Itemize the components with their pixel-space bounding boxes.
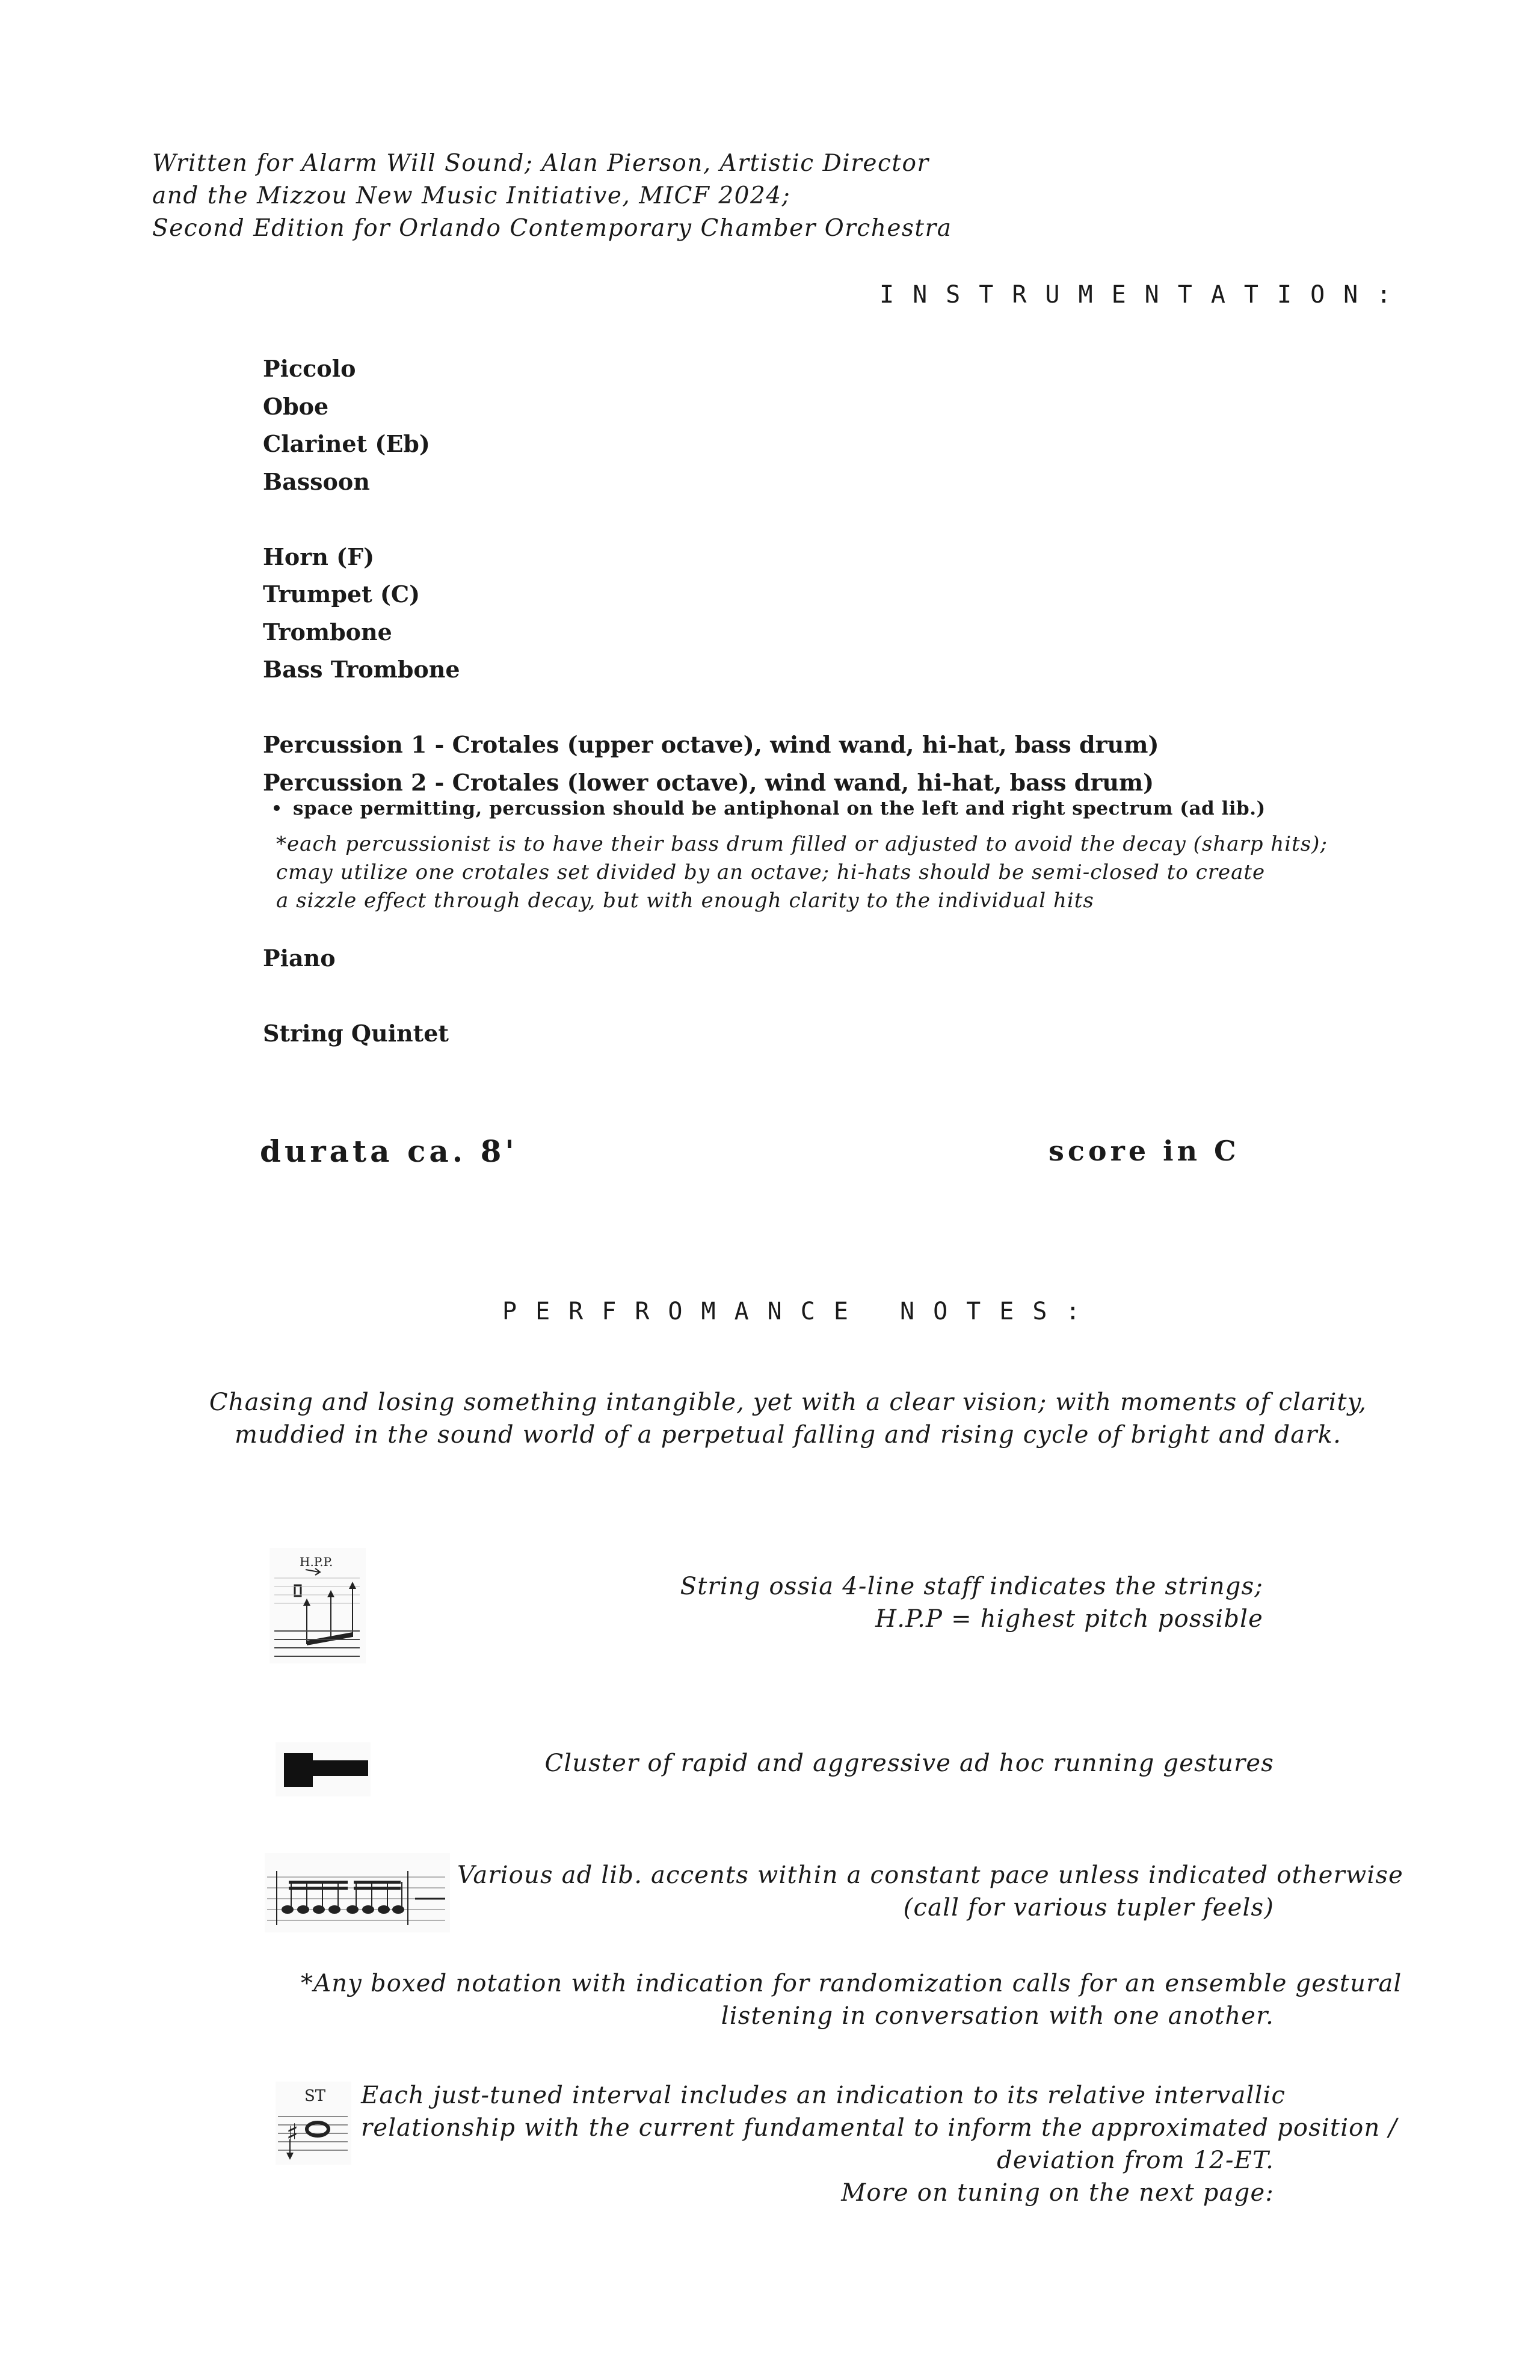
- percussion-bullet: [274, 798, 1266, 819]
- note-line: More on tuning on the next page:: [841, 2179, 1274, 2207]
- st-label: ST: [304, 2087, 326, 2105]
- percussion-note: [276, 830, 1328, 915]
- hpp-label: H.P.P.: [300, 1555, 333, 1569]
- note-line: listening in conversation with one another.: [721, 2002, 1274, 2030]
- instrument-percussion-1: Percussion 1 - Crotales (upper octave), wind wand, hi-hat, bass drum): [263, 731, 1159, 758]
- performance-intro: [186, 1386, 1390, 1451]
- note-line: Each just-tuned interval includes an indication to its relative intervallic: [361, 2082, 1286, 2109]
- hpp-notation-icon: [270, 1548, 366, 1663]
- dedication: [152, 147, 1055, 245]
- note-accents: [457, 1859, 1404, 1924]
- bullet-dot-icon: [274, 805, 280, 811]
- note-line: String ossia 4-line staff indicates the strings;: [680, 1573, 1263, 1600]
- note-cluster: [541, 1747, 1274, 1780]
- note-just-tuned: [361, 2079, 1398, 2209]
- duration: durata ca. 8': [260, 1133, 518, 1169]
- score-in-c: score in C: [1049, 1135, 1240, 1167]
- instrument-trumpet: Trumpet (C): [263, 581, 420, 608]
- percussion-note-line: a sizzle effect through decay, but with enough clarity to the individual hits: [276, 889, 1094, 913]
- instrument-oboe: Oboe: [263, 392, 329, 420]
- cluster-notation-icon: [276, 1742, 371, 1796]
- note-line: deviation from 12-ET.: [997, 2147, 1274, 2174]
- instrument-bassoon: Bassoon: [263, 467, 370, 495]
- instrument-horn: Horn (F): [263, 543, 375, 570]
- instrument-list: [263, 350, 1159, 801]
- spacer: [263, 689, 1159, 727]
- instrumentation-heading: INSTRUMENTATION:: [879, 281, 1410, 309]
- intro-line: Chasing and losing something intangible, yet with a clear vision; with moments of clarity,: [209, 1389, 1367, 1416]
- instrument-clarinet: Clarinet (Eb): [263, 430, 430, 457]
- note-line: Cluster of rapid and aggressive ad hoc running gestures: [544, 1750, 1274, 1777]
- note-string-ossia: [602, 1570, 1263, 1635]
- percussion-note-line: *each percussionist is to have their bass drum filled or adjusted to avoid the decay (sharp hits);: [276, 832, 1328, 856]
- svg-text:♯: ♯: [286, 2118, 299, 2148]
- performance-notes-heading: PERFROMANCE NOTES:: [502, 1298, 1099, 1325]
- note-boxed-notation: [301, 1967, 1402, 2032]
- dedication-line: Written for Alarm Will Sound; Alan Pierson, Artistic Director: [152, 150, 929, 177]
- dedication-line: and the Mizzou New Music Initiative, MICF 2024;: [152, 182, 791, 209]
- instrument-piano: Piano: [263, 945, 336, 972]
- accents-notation-icon: [265, 1853, 450, 1932]
- percussion-note-line: cmay utilize one crotales set divided by an octave; hi-hats should be semi-closed to create: [276, 860, 1266, 884]
- instrument-piccolo: Piccolo: [263, 355, 356, 382]
- instrument-percussion-2: Percussion 2 - Crotales (lower octave), wind wand, hi-hat, bass drum): [263, 768, 1154, 796]
- dedication-line: Second Edition for Orlando Contemporary Chamber Orchestra: [152, 215, 952, 242]
- just-tuned-notation-icon: [276, 2082, 351, 2165]
- note-line: (call for various tupler feels): [903, 1894, 1274, 1922]
- note-line: relationship with the current fundamental to inform the approximated position /: [361, 2114, 1398, 2142]
- instrument-string-quintet: String Quintet: [263, 1020, 449, 1047]
- instrument-trombone: Trombone: [263, 618, 392, 646]
- note-line: H.P.P = highest pitch possible: [875, 1605, 1263, 1633]
- spacer: [263, 501, 1159, 538]
- note-line: Various ad lib. accents within a constant pace unless indicated otherwise: [457, 1861, 1404, 1889]
- intro-line: muddied in the sound world of a perpetual falling and rising cycle of bright and dark.: [234, 1421, 1342, 1449]
- instrument-bass-trombone: Bass Trombone: [263, 656, 460, 683]
- percussion-bullet-text: space permitting, percussion should be antiphonal on the left and right spectrum (ad lib.): [293, 798, 1266, 819]
- note-line: *Any boxed notation with indication for randomization calls for an ensemble gestural: [301, 1970, 1402, 1997]
